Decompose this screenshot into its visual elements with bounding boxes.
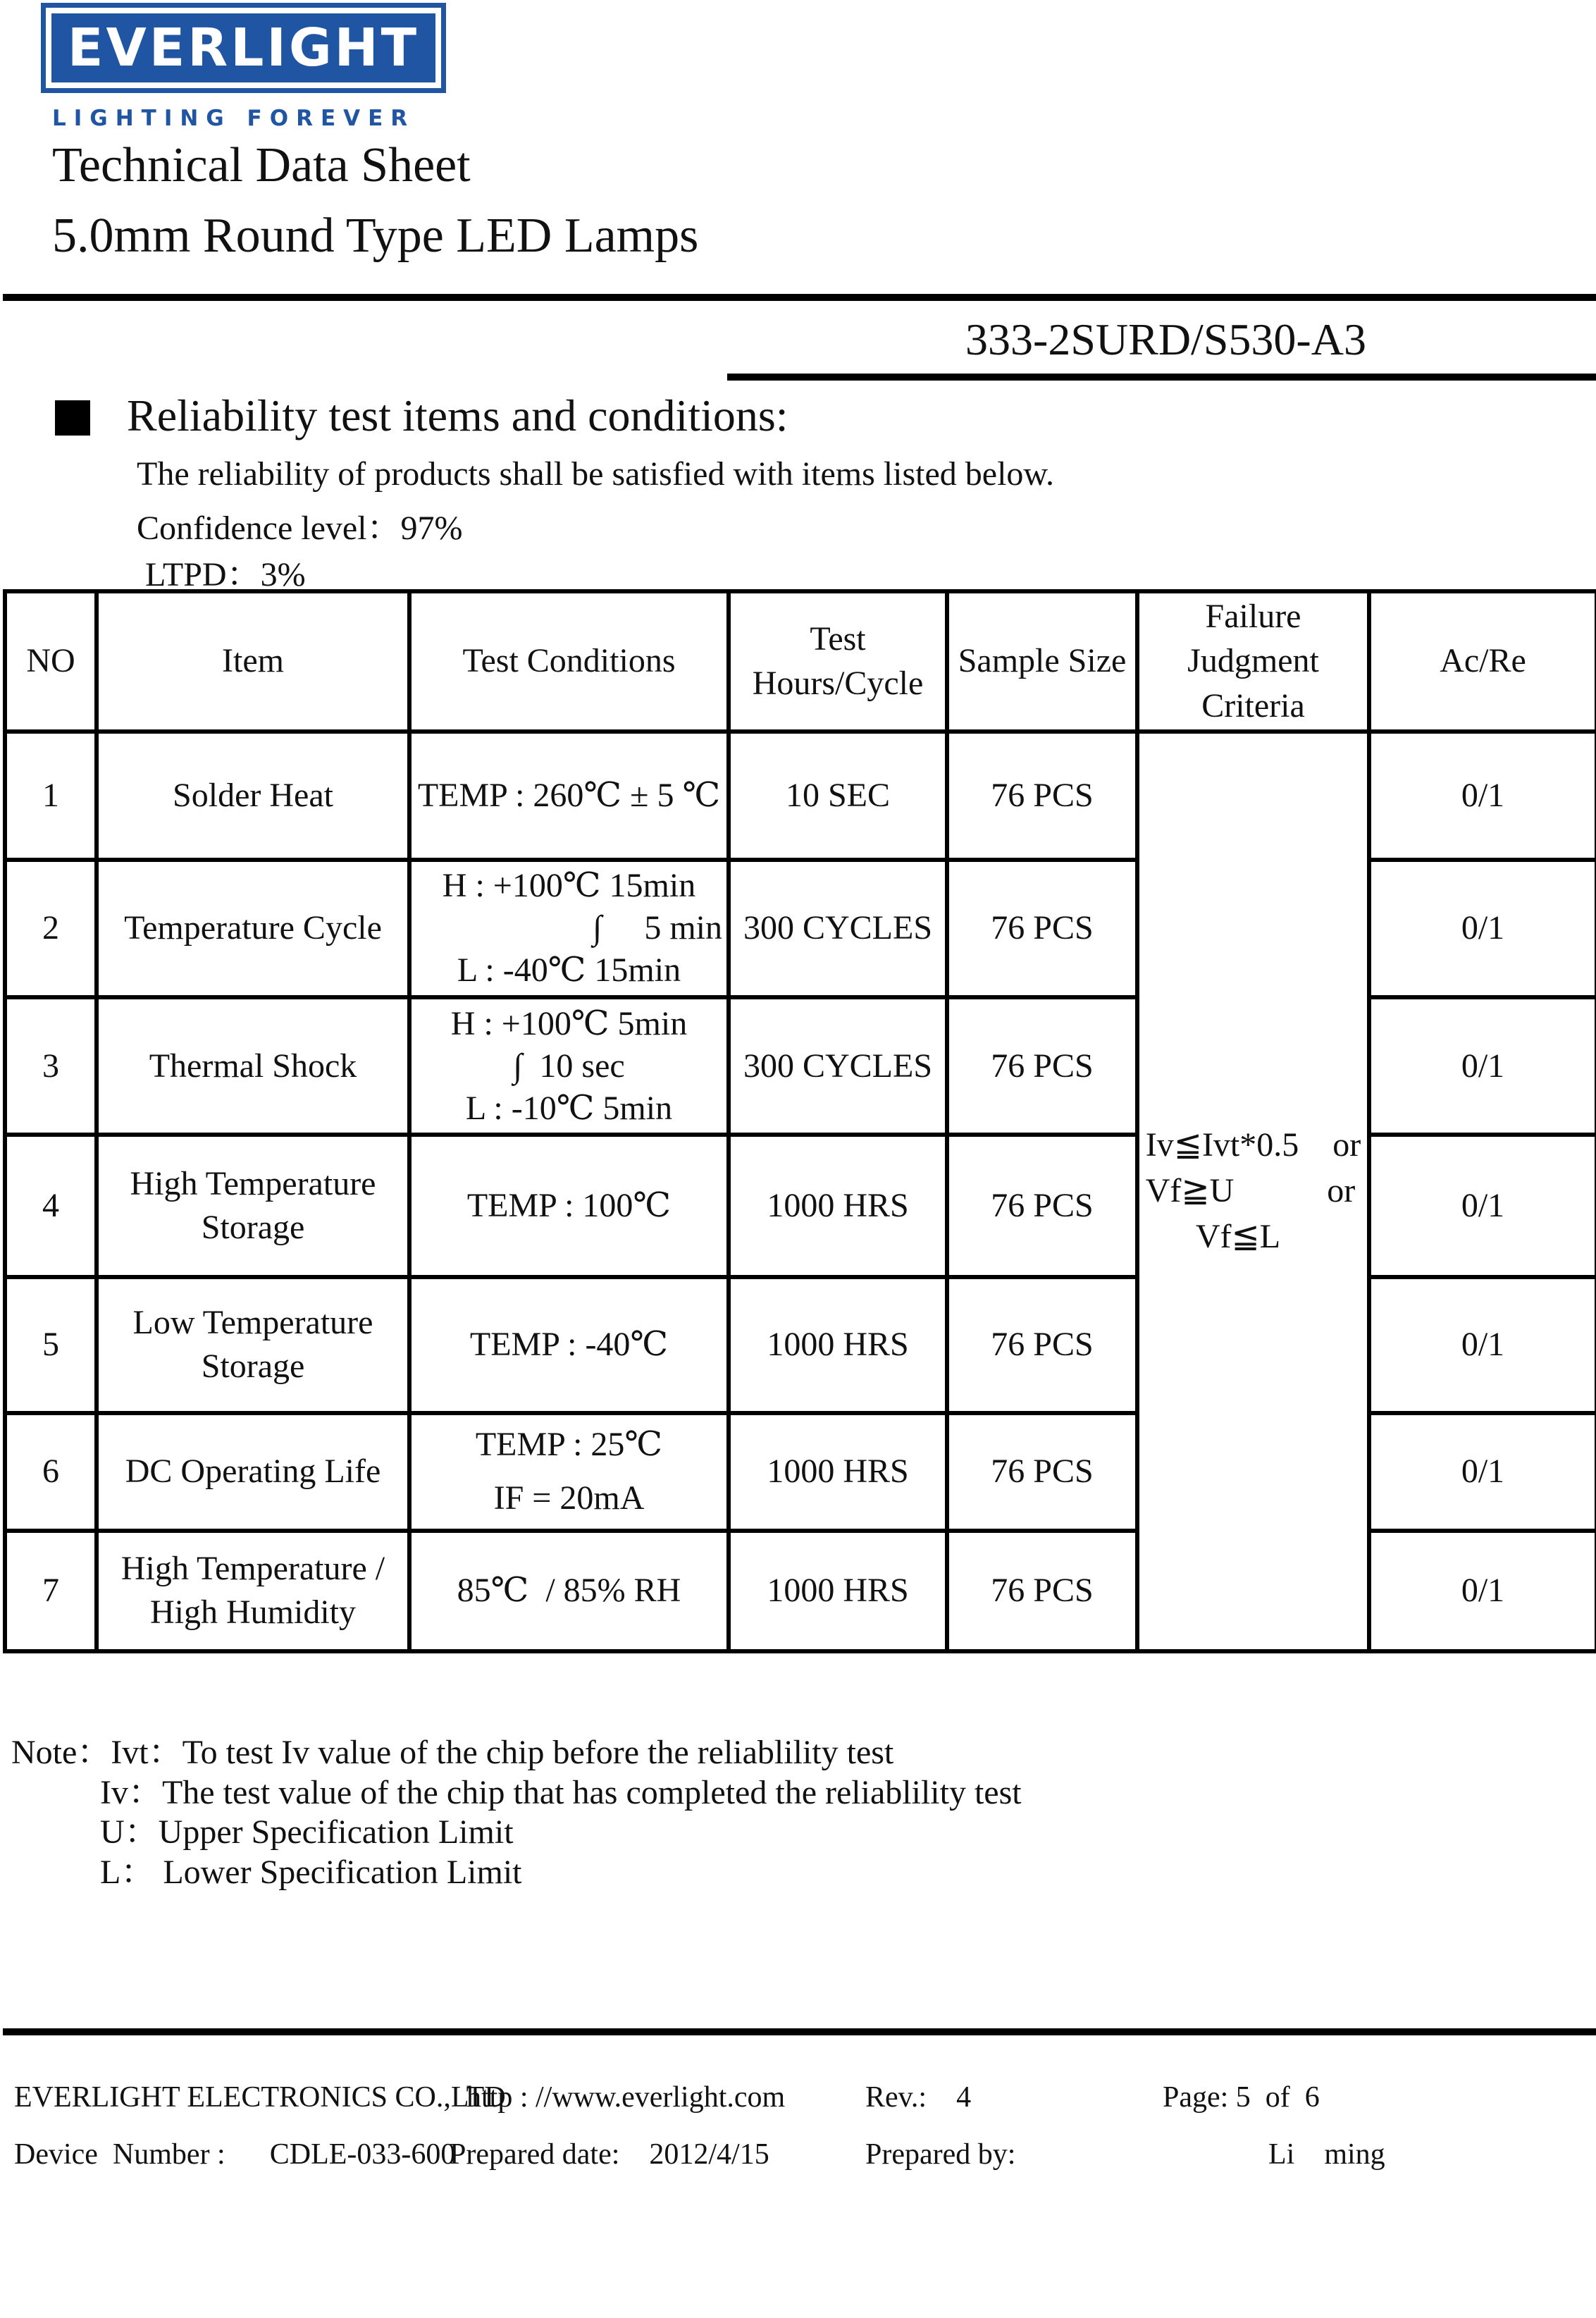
ltpd-value: LTPD：3% [145,556,306,593]
note-iv: Iv：The test value of the chip that has completed the reliablility test [100,1774,1022,1811]
header-sample-size: Sample Size [947,591,1137,732]
logo-wordmark: EVERLIGHT [51,13,435,82]
note-lower-limit: L： Lower Specification Limit [100,1854,522,1891]
row-acre: 0/1 [1369,1531,1596,1651]
reliability-table [3,589,1596,1653]
row-hours: 1000 HRS [729,1135,947,1276]
row-no: 2 [5,860,97,997]
row-conditions: TEMP : 260℃ ± 5 ℃ [409,732,729,860]
row-item: Temperature Cycle [97,860,409,997]
header-divider [3,294,1596,301]
row-acre: 0/1 [1369,860,1596,997]
row-conditions: H : +100℃ 5min ∫ 10 sec L : -10℃ 5min [409,997,729,1135]
footer-page-number: Page: 5 of 6 [1163,2081,1320,2114]
header-no: NO [5,591,97,732]
row-sample: 76 PCS [947,1531,1137,1651]
footer-prepared-by-label: Prepared by: [865,2138,1016,2171]
row-acre: 0/1 [1369,1135,1596,1276]
row-sample: 76 PCS [947,997,1137,1135]
row-acre: 0/1 [1369,732,1596,860]
row-no: 6 [5,1413,97,1531]
row-item: Low Temperature Storage [97,1277,409,1413]
row-conditions: 85℃ / 85% RH [409,1531,729,1651]
row-no: 4 [5,1135,97,1276]
row-conditions: H : +100℃ 15min ∫ 5 min L : -40℃ 15min [409,860,729,997]
row-sample: 76 PCS [947,1413,1137,1531]
part-number-divider [727,374,1596,381]
row-item: High Temperature / High Humidity [97,1531,409,1651]
row-hours: 300 CYCLES [729,860,947,997]
document-title: Technical Data Sheet [52,138,471,192]
row-sample: 76 PCS [947,1135,1137,1276]
table-header-row [5,591,1596,732]
note-upper-limit: U：Upper Specification Limit [100,1813,514,1851]
table-row [5,732,1596,860]
footer-url[interactable]: http : //www.everlight.com [466,2081,786,2114]
row-item: High Temperature Storage [97,1135,409,1276]
row-acre: 0/1 [1369,1277,1596,1413]
logo-tagline: LIGHTING FOREVER [52,106,416,131]
section-bullet-icon [55,400,90,436]
row-hours: 1000 HRS [729,1531,947,1651]
row-item: Thermal Shock [97,997,409,1135]
row-acre: 0/1 [1369,997,1596,1135]
row-sample: 76 PCS [947,1277,1137,1413]
intro-text: The reliability of products shall be satisfied with items listed below. [137,455,1054,493]
header-acre: Ac/Re [1369,591,1596,732]
footer-device-number: Device Number : CDLE-033-600 [14,2138,456,2171]
footer-prepared-date: Prepared date: 2012/4/15 [450,2138,769,2171]
row-conditions: TEMP : -40℃ [409,1277,729,1413]
footer-company: EVERLIGHT ELECTRONICS CO.,LTD [14,2081,506,2114]
row-hours: 1000 HRS [729,1413,947,1531]
header-criteria: Failure Judgment Criteria [1137,591,1369,732]
row-conditions: TEMP : 100℃ [409,1135,729,1276]
footer-revision: Rev.: 4 [865,2081,972,2114]
row-acre: 0/1 [1369,1413,1596,1531]
row-no: 1 [5,732,97,860]
row-hours: 10 SEC [729,732,947,860]
row-conditions: TEMP : 25℃ IF = 20mA [409,1413,729,1531]
row-no: 7 [5,1531,97,1651]
header-item: Item [97,591,409,732]
failure-criteria: Iv≦Ivt*0.5 or Vf≧U or Vf≦L [1137,732,1369,1651]
company-logo [41,3,446,93]
document-subtitle: 5.0mm Round Type LED Lamps [52,209,699,263]
note-ivt: Note：Ivt：To test Iv value of the chip before the reliablility test [11,1734,894,1771]
confidence-level: Confidence level：97% [137,510,463,547]
row-sample: 76 PCS [947,860,1137,997]
header-hours: Test Hours/Cycle [729,591,947,732]
section-title: Reliability test items and conditions: [127,390,788,440]
footer-divider [3,2028,1596,2035]
row-hours: 1000 HRS [729,1277,947,1413]
row-no: 3 [5,997,97,1135]
row-no: 5 [5,1277,97,1413]
footer-preparer-name: Li ming [1268,2138,1385,2171]
row-item: DC Operating Life [97,1413,409,1531]
row-hours: 300 CYCLES [729,997,947,1135]
part-number: 333-2SURD/S530-A3 [965,314,1366,364]
row-item: Solder Heat [97,732,409,860]
row-sample: 76 PCS [947,732,1137,860]
header-conditions: Test Conditions [409,591,729,732]
